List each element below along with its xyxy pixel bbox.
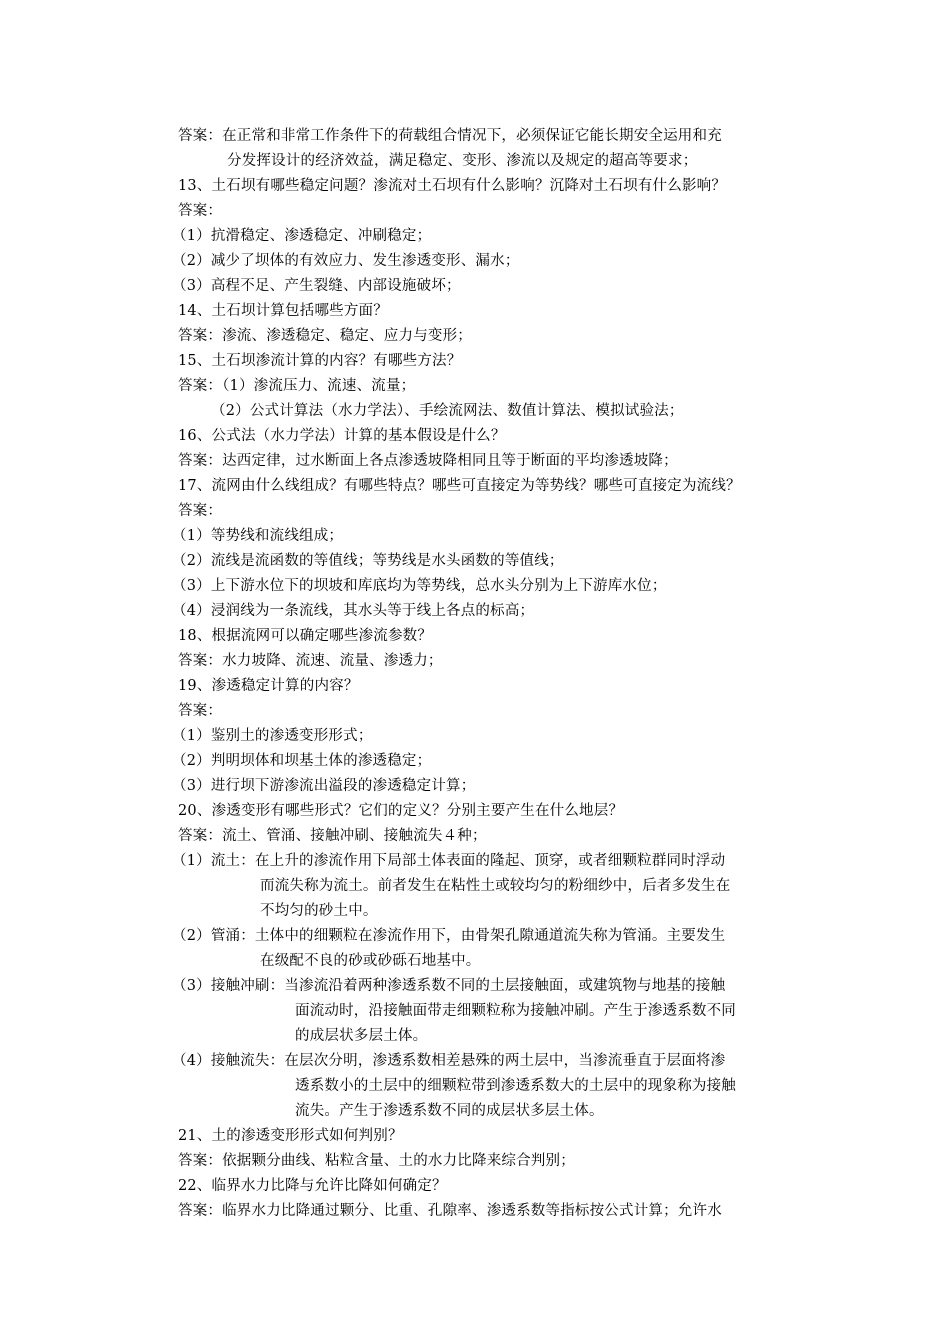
question-22: 22、临界水力比降与允许比降如何确定？ — [178, 1178, 447, 1194]
question-14: 14、土石坝计算包括哪些方面？ — [178, 303, 388, 319]
text-line: （2）管涌：土体中的细颗粒在渗流作用下，由骨架孔隙通道流失称为管涌。主要发生 — [172, 928, 726, 944]
text-line: （2）判明坝体和坝基土体的渗透稳定； — [172, 753, 432, 769]
text-line: （1）等势线和流线组成； — [172, 528, 344, 544]
text-line: 分发挥设计的经济效益，满足稳定、变形、渗流以及规定的超高等要求； — [227, 153, 698, 169]
text-line: （3）上下游水位下的坝坡和库底均为等势线，总水头分别为上下游库水位； — [172, 578, 667, 594]
question-19: 19、渗透稳定计算的内容？ — [178, 678, 359, 694]
text-line: 答案：依据颗分曲线、粘粒含量、土的水力比降来综合判别； — [178, 1153, 575, 1169]
question-13: 13、土石坝有哪些稳定问题？渗流对土石坝有什么影响？沉降对土石坝有什么影响？ — [178, 178, 727, 194]
text-line: 答案： — [178, 503, 223, 519]
text-line: 面流动时，沿接触面带走细颗粒称为接触冲刷。产生于渗透系数不同 — [295, 1003, 736, 1019]
question-16: 16、公式法（水力学法）计算的基本假设是什么？ — [178, 428, 506, 444]
text-line: （2）流线是流函数的等值线；等势线是水头函数的等值线； — [172, 553, 564, 569]
text-line: （1）抗滑稳定、渗透稳定、冲刷稳定； — [172, 228, 432, 244]
text-line: 答案：水力坡降、流速、流量、渗透力； — [178, 653, 443, 669]
question-21: 21、土的渗透变形形式如何判别？ — [178, 1128, 403, 1144]
text-line: 答案：（1）渗流压力、流速、流量； — [178, 378, 416, 394]
text-line: （1）流土：在上升的渗流作用下局部土体表面的隆起、顶穿，或者细颗粒群同时浮动 — [172, 853, 726, 869]
text-line: 透系数小的土层中的细颗粒带到渗透系数大的土层中的现象称为接触 — [295, 1078, 736, 1094]
text-line: 答案： — [178, 703, 223, 719]
question-18: 18、根据流网可以确定哪些渗流参数？ — [178, 628, 433, 644]
question-15: 15、土石坝渗流计算的内容？有哪些方法？ — [178, 353, 462, 369]
text-line: 答案：在正常和非常工作条件下的荷载组合情况下，必须保证它能长期安全运用和充 — [178, 128, 722, 144]
text-line: （2）公式计算法（水力学法）、手绘流网法、数值计算法、模拟试验法； — [211, 403, 684, 419]
question-17: 17、流网由什么线组成？有哪些特点？哪些可直接定为等势线？哪些可直接定为流线？ — [178, 478, 741, 494]
text-line: 在级配不良的砂或砂砾石地基中。 — [260, 953, 481, 969]
text-line: （2）减少了坝体的有效应力、发生渗透变形、漏水； — [172, 253, 520, 269]
text-line: 答案：渗流、渗透稳定、稳定、应力与变形； — [178, 328, 472, 344]
text-line: 不均匀的砂土中。 — [260, 903, 378, 919]
text-line: （1）鉴别土的渗透变形形式； — [172, 728, 373, 744]
text-line: （4）浸润线为一条流线，其水头等于线上各点的标高； — [172, 603, 535, 619]
text-line: 的成层状多层土体。 — [295, 1028, 428, 1044]
text-line: 答案：流土、管涌、接触冲刷、接触流失４种； — [178, 828, 487, 844]
text-line: （3）高程不足、产生裂缝、内部设施破坏； — [172, 278, 461, 294]
question-20: 20、渗透变形有哪些形式？它们的定义？分别主要产生在什么地层？ — [178, 803, 624, 819]
text-line: （3）接触冲刷：当渗流沿着两种渗透系数不同的土层接触面，或建筑物与地基的接触 — [172, 978, 726, 994]
text-line: 答案： — [178, 203, 223, 219]
text-line: 流失。产生于渗透系数不同的成层状多层土体。 — [295, 1103, 604, 1119]
text-line: 答案：临界水力比降通过颗分、比重、孔隙率、渗透系数等指标按公式计算；允许水 — [178, 1203, 722, 1219]
text-line: 而流失称为流土。前者发生在粘性土或较均匀的粉细纱中，后者多发生在 — [260, 878, 731, 894]
text-line: 答案：达西定律，过水断面上各点渗透坡降相同且等于断面的平均渗透坡降； — [178, 453, 678, 469]
text-line: （4）接触流失：在层次分明，渗透系数相差悬殊的两土层中，当渗流垂直于层面将渗 — [172, 1053, 726, 1069]
text-line: （3）进行坝下游渗流出溢段的渗透稳定计算； — [172, 778, 476, 794]
